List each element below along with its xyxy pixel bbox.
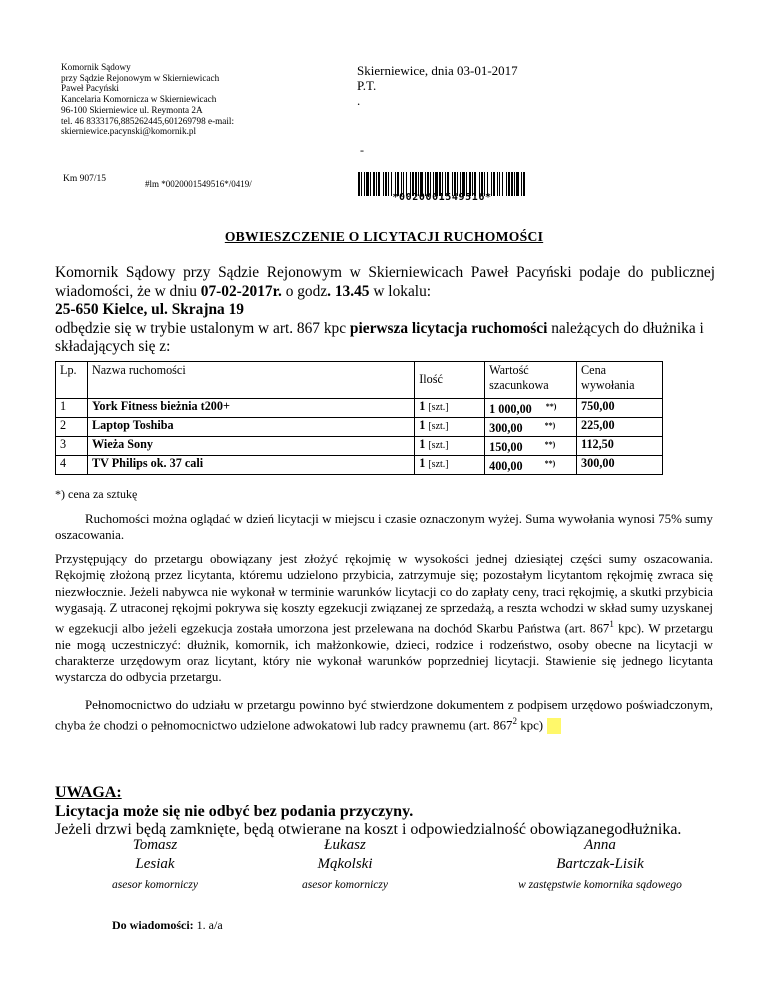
- qty-unit: [szt.]: [428, 440, 449, 451]
- distribution-line: [112, 918, 223, 933]
- cell-qty: [415, 418, 485, 437]
- header-value: [485, 362, 577, 399]
- header-price-l1: Cena: [581, 363, 607, 377]
- cell-name: York Fitness bieżnia t200+: [87, 399, 414, 418]
- qty-unit: [szt.]: [428, 421, 449, 432]
- sender-line: przy Sądzie Rejonowym w Skierniewicach: [61, 72, 220, 83]
- notice-line: Licytacja może się nie odbyć bez podania przyczyny.: [55, 802, 414, 820]
- cell-name: TV Philips ok. 37 cali: [87, 456, 414, 475]
- header-price-l2: wywołania: [581, 378, 635, 392]
- intro-line: Komornik Sądowy przy Sądzie Rejonowym w Skierniewicach Paweł Pacyński podaje do publicznej: [55, 264, 715, 281]
- cell-price: 112,50: [577, 437, 663, 456]
- auction-address: 25-650 Kielce, ul. Skrajna 19: [55, 301, 244, 318]
- table-row: [56, 418, 663, 437]
- cell-lp: 4: [56, 456, 88, 475]
- cell-qty: [415, 437, 485, 456]
- value-mark: **): [544, 421, 556, 430]
- deposit-text: Przystępujący do przetargu obowiązany jest złożyć rękojmię w wysokości jednej dziesiątej części sumy oszacowania. Rękojmię złożoną przez licytanta, któremu udzielono przybicia, zatrzymuje się; pozostałym licytantom rękojmię zwraca się niezwłocznie. Jeżeli nabywca nie wykonał w terminie warunków licytacji co do zapłaty ceny, traci rękojmię, a skutki przybicia wygasają. Z utraconej rękojmi pokrywa się koszty egzekucji związanej ze sprzedażą, a reszta wchodzi w skład sumy uzyskanej w egzekucji albo jeżeli egzekucja została umorzona jest przelewana na dochód Skarbu Państwa (art. 867: [55, 552, 713, 636]
- cell-value: [485, 437, 577, 456]
- cell-lp: 1: [56, 399, 88, 418]
- sender-line: 96-100 Skierniewice ul. Reymonta 2A: [61, 104, 203, 115]
- items-table: [55, 361, 663, 475]
- value-mark: **): [544, 440, 556, 449]
- table-header-row: [56, 362, 663, 399]
- cell-name: Wieża Sony: [87, 437, 414, 456]
- cell-qty: [415, 456, 485, 475]
- deposit-paragraph: [55, 551, 713, 686]
- header-name: Nazwa ruchomości: [87, 362, 414, 399]
- article-superscript: 2: [512, 716, 517, 727]
- signer-role: asesor komorniczy: [302, 879, 388, 891]
- value-mark: **): [544, 459, 556, 468]
- intro-line: [55, 320, 715, 339]
- cell-value: [485, 399, 577, 418]
- value-amount: 400,00: [489, 459, 523, 473]
- notice-block: [55, 784, 681, 840]
- cell-qty: [415, 399, 485, 418]
- sender-line: tel. 46 8333176,885262445,601269798 e-mail:: [61, 115, 235, 126]
- barcode: [358, 172, 526, 206]
- auction-time: . 13.45: [327, 282, 370, 300]
- qty-unit: [szt.]: [428, 402, 449, 413]
- sender-line: Kancelaria Komornicza w Skierniewicach: [61, 94, 217, 105]
- table-row: [56, 456, 663, 475]
- signature-block: [270, 836, 420, 891]
- intro-paragraph: [55, 264, 715, 357]
- proxy-text: Pełnomocnictwo do udziału w przetargu powinno być stwierdzone dokumentem z podpisem urzędowo poświadczonym, chyba że chodzi o pełnomocnictwo udzielone adwokatowi lub radcy prawnemu (art. 867: [55, 698, 713, 733]
- barcode-text: *0020001549516*: [392, 192, 492, 203]
- cell-value: [485, 456, 577, 475]
- article-superscript: 1: [609, 619, 614, 630]
- intro-text: wiadomości, że w dniu: [55, 282, 201, 300]
- distribution-value: 1. a/a: [193, 918, 223, 932]
- intro-text: należących do dłużnika i: [547, 319, 704, 337]
- header-price: [577, 362, 663, 399]
- proxy-text: kpc): [516, 718, 544, 733]
- signer-first-name: Łukasz: [324, 837, 366, 853]
- price-footnote: *) cena za sztukę: [55, 487, 138, 501]
- signature-block: [90, 836, 220, 891]
- header-value-l1: Wartość: [489, 363, 529, 377]
- cell-price: 750,00: [577, 399, 663, 418]
- notice-heading: UWAGA:: [55, 784, 122, 801]
- sender-address-block: [61, 62, 234, 137]
- distribution-label: Do wiadomości:: [112, 918, 194, 932]
- signer-first-name: Tomasz: [132, 837, 178, 853]
- sender-line: Komornik Sądowy: [61, 62, 131, 72]
- cell-name: Laptop Toshiba: [87, 418, 414, 437]
- table-row: [56, 437, 663, 456]
- cell-lp: 3: [56, 437, 88, 456]
- qty-value: 1: [419, 418, 426, 432]
- value-amount: 300,00: [489, 421, 523, 435]
- notice-line: Jeżeli drzwi będą zamknięte, będą otwierane na koszt i odpowiedzialność obowiązanegodłużnika.: [55, 821, 682, 838]
- place-date: Skierniewice, dnia 03-01-2017: [357, 63, 518, 78]
- signer-first-name: Anna: [584, 837, 616, 853]
- value-amount: 150,00: [489, 440, 523, 454]
- addressee-dot: .: [357, 93, 361, 108]
- qty-value: 1: [419, 456, 426, 470]
- qty-value: 1: [419, 399, 426, 413]
- intro-line: [55, 283, 715, 302]
- header-lp: Lp.: [56, 362, 88, 399]
- deposit-text: kpc). W przetargu nie mogą uczestniczyć: dłużnik, komornik, ich małżonkowie, dzieci, rodzice i rodzeństwo, osoby obecne na licytacji w charakterze urzędowym oraz licytant, który nie wykonał warunków poprzedniej licytacji. Stawienie się jednego licytanta wystarcza do odbycia przetargu.: [55, 621, 713, 685]
- cell-lp: 2: [56, 418, 88, 437]
- signer-last-name: Bartczak-Lisik: [556, 855, 644, 872]
- intro-text: o godz: [281, 282, 328, 300]
- document-title: OBWIESZCZENIE O LICYTACJI RUCHOMOŚCI: [224, 229, 544, 244]
- signature-block: [470, 836, 730, 891]
- header-qty: Ilość: [415, 362, 485, 399]
- table-row: [56, 399, 663, 418]
- addressee: P.T.: [357, 78, 377, 93]
- signer-role: asesor komorniczy: [112, 879, 198, 891]
- highlight-mark: [547, 718, 561, 734]
- auction-date: 07-02-2017r.: [200, 282, 282, 300]
- intro-text: w lokalu:: [369, 282, 432, 300]
- dash-mark: -: [360, 143, 364, 157]
- proxy-paragraph: [55, 697, 713, 734]
- intro-line: składających się z:: [55, 338, 171, 355]
- cell-price: 300,00: [577, 456, 663, 475]
- viewing-paragraph: Ruchomości można oglądać w dzień licytacji w miejscu i czasie oznaczonym wyżej. Suma wywołania wynosi 75% sumy oszacowania.: [55, 512, 713, 543]
- auction-type: pierwsza licytacja ruchomości: [349, 319, 548, 337]
- intro-text: odbędzie się w trybie ustalonym w art. 867 kpc: [55, 319, 350, 337]
- value-mark: **): [545, 402, 557, 411]
- sender-line: Paweł Pacyński: [61, 83, 119, 94]
- value-amount: 1 000,00: [489, 402, 532, 416]
- place-date-block: [357, 63, 518, 108]
- header-value-l2: szacunkowa: [489, 378, 549, 392]
- case-number: Km 907/15: [63, 174, 107, 184]
- signer-last-name: Lesiak: [135, 855, 175, 872]
- cell-value: [485, 418, 577, 437]
- qty-unit: [szt.]: [428, 459, 449, 470]
- qty-value: 1: [419, 437, 426, 451]
- signer-last-name: Mąkolski: [317, 855, 373, 872]
- signer-role: w zastępstwie komornika sądowego: [518, 879, 682, 891]
- cell-price: 225,00: [577, 418, 663, 437]
- reference-code: #lm *0020001549516*/0419/: [145, 179, 252, 189]
- sender-email: skierniewice.pacynski@komornik.pl: [61, 126, 197, 137]
